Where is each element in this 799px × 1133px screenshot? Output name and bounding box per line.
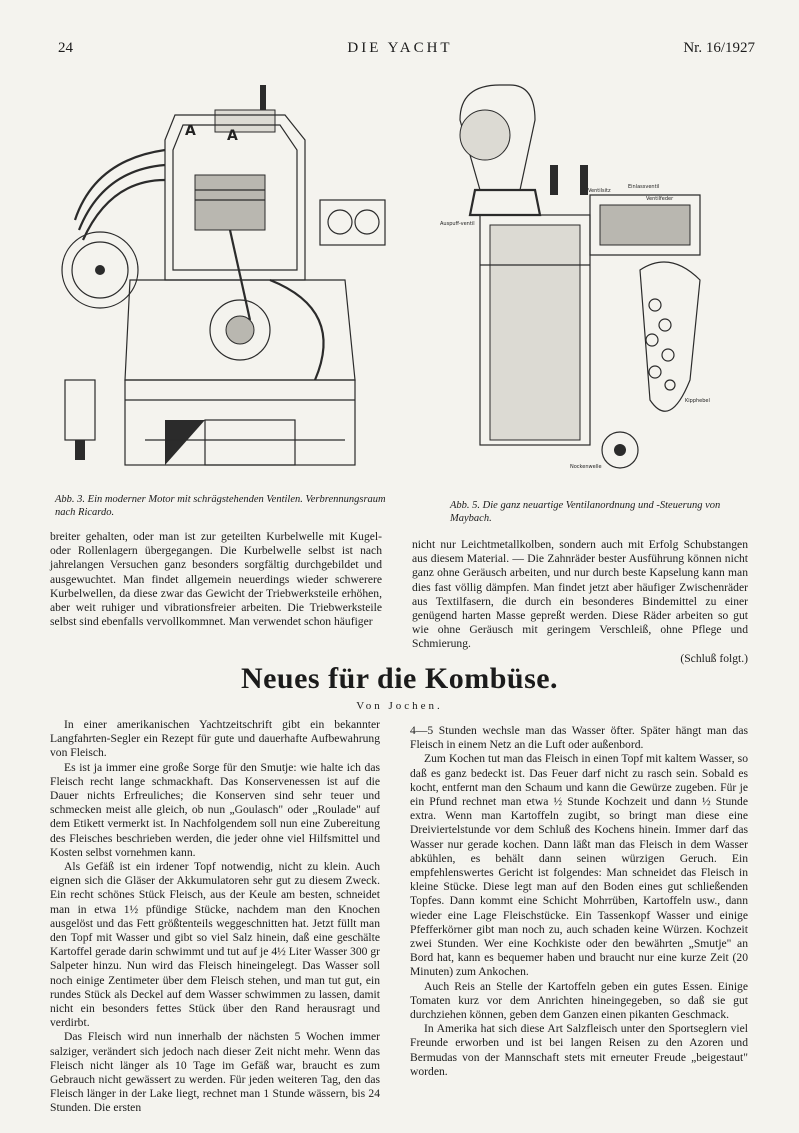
label-auspuffventil: Auspuff-ventil: [440, 221, 475, 227]
engine-article-text-2: nicht nur Leichtmetallkolben, sondern auch mit Erfolg Schubstangen aus diesem Material. — Die Zahnräder bester Ausführung können nicht ganz ohne Geräusch arbeiten, und nur durch beste Kapselung kann man dies fast völlig dämpfen. Man findet jetzt aber häufiger Zwischenräder aus Textilfasern, die durch ein besonderes Bindemittel zu einer genügend harten Masse gepreßt werden. Diese Räder arbeiten so gut wie ohne Geräusch mit geringem Verschleiß, ohne Pflege und Schmierung.: [412, 538, 748, 651]
engine-article-column-1: [50, 530, 382, 629]
magazine-title: DIE YACHT: [347, 40, 453, 56]
figure-5-caption: Abb. 5. Die ganz neuartige Ventilanordnung und -Steuerung von Maybach.: [450, 500, 721, 524]
label-kipphebel: Kipphebel: [685, 398, 710, 404]
paragraph: Es ist ja immer eine große Sorge für den Smutje: wie halte ich das Fleisch recht lange schmackhaft. Das Konservenessen ist auf die Dauer nichts Erfreuliches; die Konserven sind sehr teuer und schmecken meist alle gleich, ob nun „Goulasch" oder „Roulade" auf dem Etikett vermerkt ist. In Nachfolgendem soll nun eine Zubereitung des Fleisches beschrieben werden, die jeder ohne viel Hilfsmittel und Kosten selbst vornehmen kann.: [50, 760, 380, 859]
paragraph: In einer amerikanischen Yachtzeitschrift gibt ein bekannter Langfahrten-Segler ein Rezept für gute und dauerhafte Aufbewahrung von Fleisch.: [50, 718, 380, 760]
issue-number: Nr. 16/1927: [683, 40, 755, 56]
label-nockenwelle: Nockenwelle: [570, 464, 602, 470]
valve-label-right: A: [227, 128, 238, 144]
engine-drawing-svg: [55, 80, 410, 480]
maybach-valve-drawing: [440, 80, 740, 480]
article-title: Neues für die Kombüse.: [240, 662, 559, 695]
article-column-1: [50, 718, 380, 1116]
label-ventilfeder: Ventilfeder: [646, 196, 674, 202]
figure-3-caption: Abb. 3. Ein moderner Motor mit schrägstehenden Ventilen. Verbrennungsraum nach Ricardo.: [55, 494, 386, 518]
valve-label-left: A: [185, 123, 196, 139]
article-column-2: [410, 724, 748, 1079]
paragraph: Zum Kochen tut man das Fleisch in einen Topf mit kaltem Wasser, so daß es ganz bedeckt ist. Das Feuer darf nicht zu rasch sein. Sobald es kocht, entfernt man den Schaum und kann die Gewürze zugeben. Für je ein Pfund rechnet man etwa ½ Stunde Kochzeit und dann ½ Stunde extra. Wenn man Kartoffeln zugibt, so bringt man diese eine Dreiviertelstunde vor dem Schluß des Kochens hinein. Immer darf das Wasser nur gerade kochen. Dann läßt man das Fleisch in dem Wasser abkühlen, es behält dann seinen würzigen Geruch. Ein empfehlenswertes Gericht ist folgendes: Man schneidet das Fleisch in kleine Stücke. Diese legt man auf den Boden eines gut schließenden Topfes. Dann kommt eine Schicht Mohrrüben, Kartoffeln usw., dann wieder eine Lage Fleischstücke. Ein Tassenkopf Wasser und einige Pfefferkörner gibt man noch zu, auch schaden keine Würzen. Kochzeit zwei Stunden. Wer eine Kochkiste oder den bewährten „Smutje" an Bord hat, kann es bequemer haben und braucht nur eine kurze Zeit (20 Minuten) zum Ankochen.: [410, 752, 748, 979]
paragraph: Das Fleisch wird nun innerhalb der nächsten 5 Wochen immer salziger, verändert sich jedoch nach dieser Zeit nicht mehr. Wenn das Fleisch nicht länger als 10 Tage im Gefäß war, braucht es zum Gebrauch nicht gewässert zu werden. Für jeden weiteren Tag, den das Fleisch länger in der Lake liegt, rechnet man 1 Stunde wässern, bis 24 Stunden. Die ersten: [50, 1030, 380, 1115]
label-einlassventil: Einlassventil: [628, 184, 660, 190]
continued-note: (Schluß folgt.): [680, 651, 748, 665]
paragraph: Als Gefäß ist ein irdener Topf notwendig, nicht zu klein. Auch eignen sich die Gläser der Akkumulatoren sehr gut zu diesem Zweck. Ein recht schönes Stück Fleisch, aus der Keule am besten, schneidet man in etwa 1½ pfündige Stücke, nachdem man den Knochen ausgelöst und das Fett größtenteils weggeschnitten hat. Jetzt füllt man den Topf mit Wasser und gibt so viel Salz hinein, daß eine geschälte Kartoffel gerade darin schwimmt und tut auf je 4½ Liter Wasser 300 gr Salpeter hinzu. Nun wird das Fleisch hineingelegt. Das Wasser soll noch einige Zentimeter über dem Fleisch stehen, und man tut gut, ein rundes Stück als Deckel auf dem Wasser schwimmen zu lassen, damit nicht ein besonders fettes Stück über den Rand herausragt und verdirbt.: [50, 860, 380, 1030]
engine-article-column-2: [412, 538, 748, 666]
page-number: 24: [58, 40, 73, 56]
valve-drawing-svg: [440, 80, 740, 480]
engine-cross-section-drawing: [55, 80, 410, 480]
paragraph: 4—5 Stunden wechsle man das Wasser öfter. Später hängt man das Fleisch in einem Netz an die Luft oder außenbord.: [410, 724, 748, 752]
paragraph: Auch Reis an Stelle der Kartoffeln geben ein gutes Essen. Einige Tomaten kurz vor dem Anrichten hineingegeben, so daß sie gut durchziehen können, geben dem Ganzen einen pikanten Geschmack.: [410, 979, 748, 1022]
article-author: Von Jochen.: [356, 700, 443, 712]
engine-article-text-1: breiter gehalten, oder man ist zur geteilten Kurbelwelle mit Kugel- oder Rollenlagern übergegangen. Die Kurbelwelle selbst ist nach jahrelangen Versuchen ganz besonders sorgfältig durchgebildet und ausgewuchtet. Man findet allgemein neuerdings wieder schwerere Kurbelwellen, da diese zwar das Gewicht der Triebwerksteile erhöhen, aber weit ruhiger und vibrationsfreier arbeiten. Die Triebwerksteile selbst sind ebenfalls vervollkommnet. Man verwendet schon häufiger: [50, 530, 382, 629]
label-ventilsitz: Ventilsitz: [588, 188, 611, 194]
paragraph: In Amerika hat sich diese Art Salzfleisch unter den Sportseglern viel Freunde erworben und ist bei langen Reisen zu den Azoren und Bermudas von der Mannschaft stets mit erneuter Freude „beigestaut" worden.: [410, 1022, 748, 1078]
